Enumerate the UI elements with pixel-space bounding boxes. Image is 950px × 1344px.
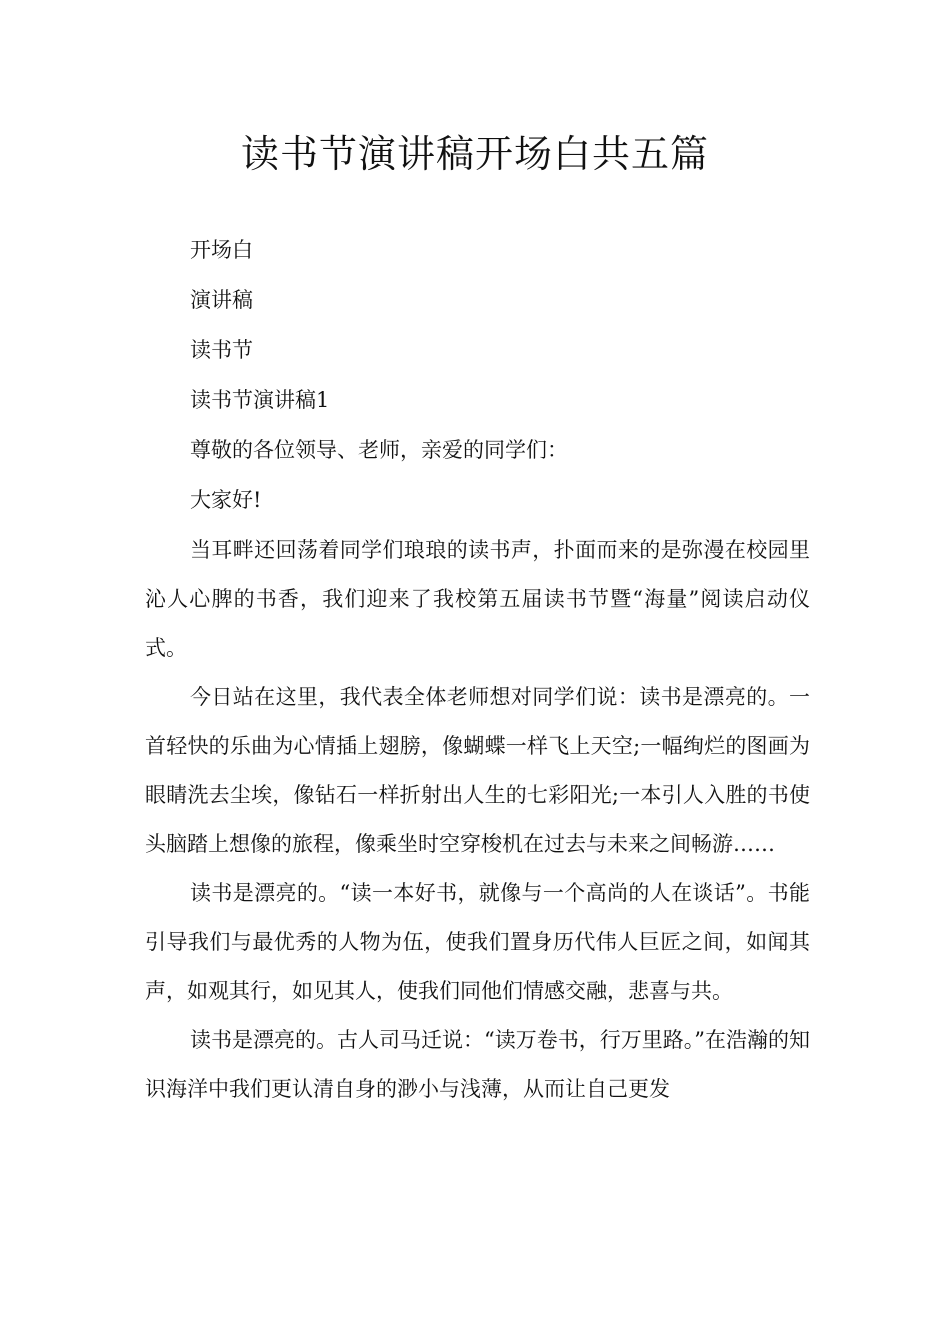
paragraph: 读书是漂亮的。古人司马迁说：“读万卷书，行万里路。”在浩瀚的知识海洋中我们更认清自身的渺小与浅薄，从而让自己更发 (145, 1028, 810, 1101)
section-heading: 读书节演讲稿1 (190, 388, 330, 412)
paragraph-keyword-1: 开场白 (190, 238, 253, 262)
paragraph: 今日站在这里，我代表全体老师想对同学们说：读书是漂亮的。一首轻快的乐曲为心情插上翅膀，像蝴蝶一样飞上天空;一幅绚烂的图画为眼睛洗去尘埃，像钻石一样折射出人生的七彩阳光;一本引人入胜的书使头脑踏上想像的旅程，像乘坐时空穿梭机在过去与未来之间畅游…… (145, 685, 810, 856)
paragraph-keyword-3: 读书节 (190, 338, 253, 362)
greeting: 大家好! (190, 488, 262, 512)
document-body (145, 226, 810, 1114)
paragraph: 当耳畔还回荡着同学们琅琅的读书声，扑面而来的是弥漫在校园里沁人心脾的书香，我们迎来了我校第五届读书节暨“海量”阅读启动仪式。 (145, 538, 810, 660)
document-title: 读书节演讲稿开场白共五篇 (240, 132, 709, 176)
salutation: 尊敬的各位领导、老师，亲爱的同学们： (190, 438, 568, 462)
paragraph-keyword-2: 演讲稿 (190, 288, 253, 312)
paragraph: 读书是漂亮的。“读一本好书，就像与一个高尚的人在谈话”。书能引导我们与最优秀的人物为伍，使我们置身历代伟人巨匠之间，如闻其声，如观其行，如见其人，使我们同他们情感交融，悲喜与共。 (145, 881, 810, 1003)
